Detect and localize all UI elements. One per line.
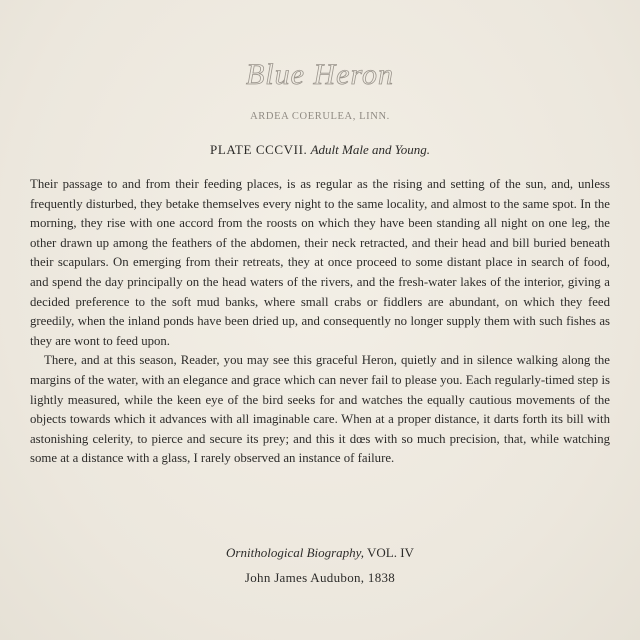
source-citation	[0, 545, 640, 561]
volume-label: VOL. IV	[367, 545, 414, 560]
plate-caption: Adult Male and Young.	[310, 142, 431, 157]
body-text	[30, 175, 610, 469]
latin-name: ARDEA COERULEA, LINN.	[250, 111, 390, 122]
plate-number: PLATE CCCVII.	[209, 142, 308, 157]
book-title: Ornithological Biography,	[226, 545, 364, 560]
paragraph-2: There, and at this season, Reader, you may see this graceful Heron, quietly and in silence walking along the margins of the water, with an elegance and grace which can never fail to please you. Each regularly-timed step is lightly measured, while the keen eye of the bird seeks for and watches the equally cautious movements of the objects towards which it advances with all imaginable care. When at a proper distance, it darts forth its bill with astonishing celerity, to pierce and secure its prey; and this it dœs with so much precision, that, while watching some at a distance with a glass, I rarely observed an instance of failure.	[30, 353, 610, 466]
author-line: John James Audubon, 1838	[244, 570, 396, 585]
document-title: Blue Heron	[245, 58, 395, 91]
plate-heading	[0, 142, 640, 158]
paragraph-1: Their passage to and from their feeding places, is as regular as the rising and setting of the sun, and, unless frequently disturbed, they betake themselves every night to the same locality, and almost to the same spot. In the morning, they rise with one accord from the roosts on which they have been standing all night on one leg, the other drawn up among the feathers of the abdomen, their neck retracted, and their head and bill buried beneath their scapulars. On emerging from their retreats, they at once proceed to some distant place in search of food, and spend the day principally on the head waters of the rivers, and the fresh-water lakes of the interior, giving a decided preference to the soft mud banks, where small crabs or fiddlers are abundant, on which they feed greedily, when the inland ponds have been dried up, and consequently no longer supply them with such fishes as they are wont to feed upon.	[30, 177, 610, 348]
